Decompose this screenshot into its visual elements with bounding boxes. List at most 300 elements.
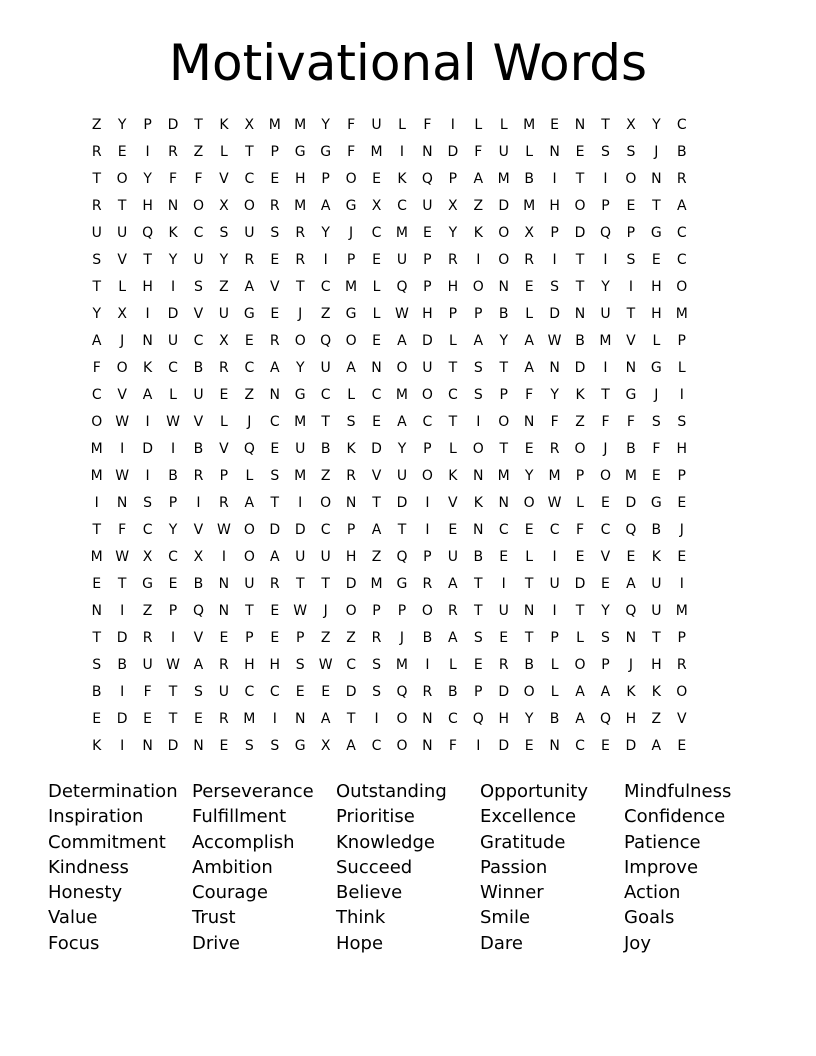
grid-letter: R (219, 657, 229, 673)
grid-letter: E (601, 495, 610, 511)
grid-letter: R (295, 252, 306, 268)
grid-letter: U (651, 576, 662, 592)
grid-letter: D (167, 738, 179, 754)
grid-letter: M (294, 198, 307, 214)
grid-letter: L (576, 630, 584, 646)
grid-letter: C (91, 387, 102, 403)
grid-letter: W (115, 549, 130, 565)
grid-letter: D (498, 198, 510, 214)
grid-letter: P (448, 171, 458, 187)
grid-letter: X (219, 333, 229, 349)
grid-letter: Z (651, 711, 662, 727)
grid-letter: A (651, 738, 662, 754)
grid-letter: E (499, 549, 509, 565)
grid-letter: R (91, 198, 102, 214)
grid-letter: C (397, 198, 407, 214)
grid-letter: I (476, 738, 481, 754)
grid-letter: M (90, 549, 103, 565)
grid-letter: P (550, 630, 559, 646)
grid-letter: C (320, 279, 331, 295)
grid-letter: Y (321, 117, 330, 133)
grid-letter: G (650, 360, 662, 376)
grid-letter: W (166, 657, 180, 673)
grid-letter: I (603, 252, 608, 268)
grid-letter: E (270, 252, 280, 268)
grid-letter: A (193, 657, 204, 673)
grid-letter: B (193, 576, 204, 592)
grid-letter: G (345, 306, 357, 322)
grid-letter: C (447, 711, 458, 727)
grid-letter: Z (320, 306, 331, 322)
grid-letter: A (269, 549, 280, 565)
grid-letter: H (142, 279, 153, 295)
grid-letter: O (421, 603, 433, 619)
word-list-item: Kindness (48, 856, 129, 878)
grid-letter: M (345, 279, 358, 295)
grid-letter: N (422, 711, 433, 727)
grid-letter: O (421, 387, 433, 403)
grid-letter: W (547, 333, 562, 349)
grid-letter: G (650, 225, 662, 241)
grid-row (84, 652, 732, 679)
grid-letter: C (422, 414, 433, 430)
grid-letter: E (194, 711, 203, 727)
grid-letter: K (346, 441, 356, 457)
grid-letter: S (473, 630, 483, 646)
word-list-item: Inspiration (48, 806, 144, 828)
grid-letter: U (447, 549, 458, 565)
grid-letter: A (448, 630, 458, 646)
grid-letter: O (243, 549, 255, 565)
grid-letter: A (91, 333, 102, 349)
grid-letter: I (399, 144, 405, 160)
grid-letter: Q (320, 333, 332, 349)
grid-letter: Y (295, 360, 305, 376)
grid-letter: L (525, 549, 534, 565)
grid-letter: E (270, 441, 280, 457)
grid-letter: N (193, 738, 204, 754)
grid-letter: B (626, 441, 636, 457)
grid-letter: N (422, 144, 433, 160)
grid-letter: N (574, 306, 586, 322)
word-list-item: Courage (192, 882, 268, 904)
word-list-item: Outstanding (336, 781, 447, 802)
grid-letter: V (193, 522, 204, 538)
grid-letter: C (244, 684, 255, 700)
grid-letter: E (499, 630, 509, 646)
grid-letter: N (269, 387, 281, 403)
word-search-grid (84, 112, 732, 760)
grid-letter: C (320, 387, 331, 403)
grid-letter: H (625, 711, 637, 727)
grid-letter: U (371, 117, 382, 133)
grid-letter: J (323, 603, 328, 619)
grid-letter: O (574, 198, 586, 214)
grid-letter: C (244, 171, 255, 187)
grid-letter: S (270, 468, 280, 484)
grid-letter: F (92, 360, 101, 376)
grid-letter: E (168, 576, 178, 592)
grid-letter: M (675, 306, 688, 322)
grid-letter: A (346, 360, 356, 376)
grid-letter: L (220, 414, 228, 430)
grid-letter: E (651, 252, 661, 268)
grid-letter: E (677, 549, 687, 565)
grid-letter: Y (448, 225, 458, 241)
grid-letter: P (677, 630, 686, 646)
grid-letter: O (345, 603, 357, 619)
grid-letter: R (142, 630, 153, 646)
grid-letter: T (245, 603, 254, 619)
grid-letter: L (220, 144, 228, 160)
grid-letter: P (346, 252, 356, 268)
grid-letter: S (92, 252, 102, 268)
grid-letter: N (371, 360, 382, 376)
grid-letter: O (523, 684, 535, 700)
grid-letter: A (244, 495, 255, 511)
grid-letter: D (422, 333, 433, 349)
grid-letter: U (295, 441, 306, 457)
grid-letter: Q (625, 603, 637, 619)
grid-letter: F (423, 117, 432, 133)
grid-letter: J (654, 387, 659, 403)
grid-letter: H (676, 441, 688, 457)
word-list-item: Honesty (48, 882, 123, 904)
grid-letter: D (116, 711, 128, 727)
grid-letter: O (472, 441, 484, 457)
grid-letter: T (575, 171, 585, 187)
grid-letter: I (120, 603, 125, 619)
grid-letter: C (575, 738, 585, 754)
grid-letter: G (320, 144, 332, 160)
grid-letter: L (550, 684, 559, 700)
grid-letter: U (498, 603, 509, 619)
grid-letter: E (143, 711, 153, 727)
grid-letter: L (245, 468, 254, 484)
grid-letter: K (651, 549, 661, 565)
grid-letter: G (294, 144, 306, 160)
grid-letter: E (601, 576, 610, 592)
grid-letter: S (270, 738, 280, 754)
grid-letter: A (269, 360, 280, 376)
grid-letter: U (396, 468, 408, 484)
grid-letter: I (425, 657, 430, 673)
grid-letter: N (218, 603, 230, 619)
grid-letter: N (345, 495, 357, 511)
grid-letter: L (525, 306, 534, 322)
grid-letter: Z (371, 549, 382, 565)
grid-letter: R (676, 657, 687, 673)
grid-letter: I (603, 171, 608, 187)
grid-letter: E (550, 117, 560, 133)
grid-letter: E (219, 738, 229, 754)
grid-letter: D (116, 630, 128, 646)
grid-letter: S (372, 657, 381, 673)
grid-letter: E (626, 549, 636, 565)
grid-letter: C (600, 522, 611, 538)
grid-letter: B (549, 711, 560, 727)
grid-letter: E (677, 495, 687, 511)
grid-letter: Y (397, 441, 407, 457)
grid-letter: R (371, 630, 382, 646)
word-list-item: Ambition (192, 856, 273, 878)
grid-letter: Q (599, 711, 611, 727)
grid-letter: T (295, 576, 305, 592)
grid-letter: U (422, 198, 433, 214)
grid-letter: T (524, 630, 534, 646)
grid-letter: J (679, 522, 684, 538)
grid-letter: T (321, 576, 330, 592)
grid-letter: O (345, 171, 357, 187)
grid-letter: I (476, 252, 481, 268)
grid-letter: F (525, 387, 534, 403)
grid-letter: I (323, 252, 328, 268)
grid-letter: B (524, 657, 534, 673)
grid-letter: A (142, 387, 153, 403)
grid-letter: E (219, 387, 229, 403)
grid-letter: F (601, 414, 610, 430)
grid-letter: N (473, 522, 484, 538)
grid-letter: E (92, 711, 102, 727)
grid-letter: N (549, 144, 560, 160)
grid-letter: S (194, 684, 203, 700)
grid-letter: Y (601, 279, 610, 295)
grid-letter: K (626, 684, 636, 700)
grid-letter: E (244, 333, 254, 349)
grid-letter: B (193, 360, 204, 376)
grid-letter: B (91, 684, 102, 700)
grid-letter: N (498, 495, 509, 511)
grid-letter: R (193, 468, 204, 484)
grid-letter: A (448, 576, 458, 592)
page-title: Motivational Words (168, 34, 648, 92)
grid-letter: R (269, 198, 280, 214)
grid-letter: E (117, 144, 127, 160)
grid-row (84, 598, 732, 625)
grid-letter: B (193, 441, 204, 457)
grid-letter: L (474, 117, 483, 133)
grid-row (84, 463, 732, 490)
grid-letter: D (574, 576, 586, 592)
grid-letter: W (318, 657, 333, 673)
grid-letter: R (676, 171, 687, 187)
grid-letter: K (168, 225, 178, 241)
grid-letter: N (549, 738, 560, 754)
grid-letter: U (167, 333, 179, 349)
grid-letter: L (550, 657, 559, 673)
grid-letter: S (626, 144, 636, 160)
grid-letter: M (294, 117, 307, 133)
grid-letter: M (294, 414, 307, 430)
grid-letter: I (552, 171, 557, 187)
grid-letter: C (676, 225, 687, 241)
grid-letter: C (193, 225, 204, 241)
grid-letter: L (118, 279, 127, 295)
grid-letter: Y (168, 252, 178, 268)
word-list-item: Commitment (48, 831, 166, 853)
grid-letter: A (524, 360, 534, 376)
grid-letter: W (293, 603, 308, 619)
grid-letter: X (524, 225, 534, 241)
grid-row (84, 247, 732, 274)
grid-letter: D (498, 738, 510, 754)
grid-letter: E (448, 522, 458, 538)
grid-letter: P (474, 306, 483, 322)
grid-letter: A (600, 684, 611, 700)
grid-letter: T (499, 360, 508, 376)
grid-letter: F (169, 171, 178, 187)
grid-letter: T (601, 117, 610, 133)
grid-letter: W (115, 468, 130, 484)
grid-letter: F (652, 441, 661, 457)
grid-letter: M (243, 711, 256, 727)
word-list-column (192, 779, 336, 956)
grid-letter: X (244, 117, 255, 133)
grid-letter: C (447, 387, 458, 403)
grid-letter: H (269, 657, 281, 673)
grid-letter: Z (219, 279, 229, 295)
grid-letter: L (398, 117, 406, 133)
grid-letter: J (628, 657, 633, 673)
grid-letter: D (345, 576, 357, 592)
grid-letter: L (448, 333, 457, 349)
grid-letter: W (547, 495, 562, 511)
grid-letter: R (498, 657, 509, 673)
grid-letter: Z (473, 198, 484, 214)
grid-row (84, 355, 732, 382)
grid-row (84, 382, 732, 409)
grid-letter: V (117, 252, 127, 268)
grid-letter: K (219, 117, 229, 133)
grid-letter: Z (320, 630, 331, 646)
word-list-item: Gratitude (480, 831, 566, 853)
grid-letter: G (243, 306, 255, 322)
grid-letter: R (346, 468, 356, 484)
grid-letter: D (142, 441, 153, 457)
grid-letter: W (166, 414, 180, 430)
grid-letter: T (601, 387, 610, 403)
grid-letter: B (168, 468, 178, 484)
grid-letter: X (117, 306, 127, 322)
grid-letter: L (347, 387, 355, 403)
grid-letter: S (372, 684, 381, 700)
grid-letter: G (396, 576, 408, 592)
grid-letter: T (92, 279, 101, 295)
word-list-item: Believe (336, 882, 403, 904)
grid-letter: C (549, 522, 560, 538)
grid-letter: V (193, 414, 204, 430)
grid-letter: B (524, 171, 534, 187)
grid-letter: V (600, 549, 611, 565)
grid-letter: I (120, 441, 125, 457)
grid-letter: E (473, 657, 483, 673)
grid-letter: A (676, 198, 687, 214)
grid-letter: K (473, 495, 483, 511)
grid-letter: C (244, 360, 255, 376)
grid-letter: B (651, 522, 662, 538)
grid-letter: T (575, 603, 585, 619)
word-list-item: Opportunity (480, 781, 589, 802)
grid-letter: T (575, 279, 585, 295)
grid-letter: I (221, 549, 226, 565)
grid-letter: T (346, 711, 356, 727)
grid-letter: P (397, 603, 407, 619)
grid-letter: C (168, 549, 178, 565)
grid-letter: S (92, 657, 102, 673)
grid-letter: G (294, 387, 306, 403)
grid-letter: Q (625, 522, 637, 538)
grid-letter: M (90, 441, 103, 457)
grid-letter: D (396, 495, 408, 511)
grid-letter: Z (575, 414, 585, 430)
grid-letter: O (116, 360, 128, 376)
grid-letter: J (247, 414, 252, 430)
grid-letter: E (270, 603, 280, 619)
grid-letter: T (92, 630, 101, 646)
grid-letter: A (397, 414, 407, 430)
grid-letter: E (575, 144, 585, 160)
grid-letter: G (345, 198, 357, 214)
grid-letter: C (168, 360, 178, 376)
grid-letter: C (676, 252, 687, 268)
grid-letter: E (372, 333, 381, 349)
grid-letter: F (448, 738, 457, 754)
word-list-item: Focus (48, 932, 100, 954)
grid-letter: B (422, 630, 433, 646)
grid-letter: I (450, 117, 455, 133)
word-list-item: Accomplish (192, 831, 295, 853)
word-list-column (48, 779, 192, 956)
grid-letter: Y (219, 252, 229, 268)
grid-letter: A (626, 576, 636, 592)
grid-letter: D (625, 495, 637, 511)
grid-letter: L (372, 306, 381, 322)
grid-letter: B (676, 144, 687, 160)
grid-letter: E (372, 252, 381, 268)
grid-letter: V (193, 630, 204, 646)
grid-row (84, 571, 732, 598)
grid-letter: O (396, 360, 408, 376)
grid-letter: U (193, 387, 204, 403)
grid-letter: M (624, 468, 637, 484)
grid-letter: O (574, 441, 586, 457)
grid-letter: P (372, 603, 381, 619)
word-list-item: Succeed (336, 856, 413, 878)
grid-letter: T (372, 495, 381, 511)
grid-letter: C (193, 333, 204, 349)
grid-letter: H (447, 279, 459, 295)
word-list-item: Dare (480, 932, 523, 954)
grid-letter: U (193, 252, 204, 268)
grid-letter: R (219, 495, 229, 511)
grid-letter: I (170, 441, 176, 457)
grid-letter: A (524, 333, 534, 349)
word-list-item: Passion (480, 856, 548, 878)
grid-letter: M (548, 468, 561, 484)
grid-letter: V (676, 711, 687, 727)
grid-letter: P (346, 522, 356, 538)
grid-letter: D (167, 306, 179, 322)
grid-letter: A (397, 333, 407, 349)
grid-letter: G (294, 738, 306, 754)
grid-letter: Q (421, 171, 433, 187)
grid-letter: H (142, 198, 153, 214)
grid-letter: T (652, 630, 661, 646)
grid-letter: U (396, 252, 408, 268)
grid-letter: Y (524, 468, 534, 484)
grid-letter: N (625, 360, 637, 376)
grid-letter: P (168, 603, 178, 619)
